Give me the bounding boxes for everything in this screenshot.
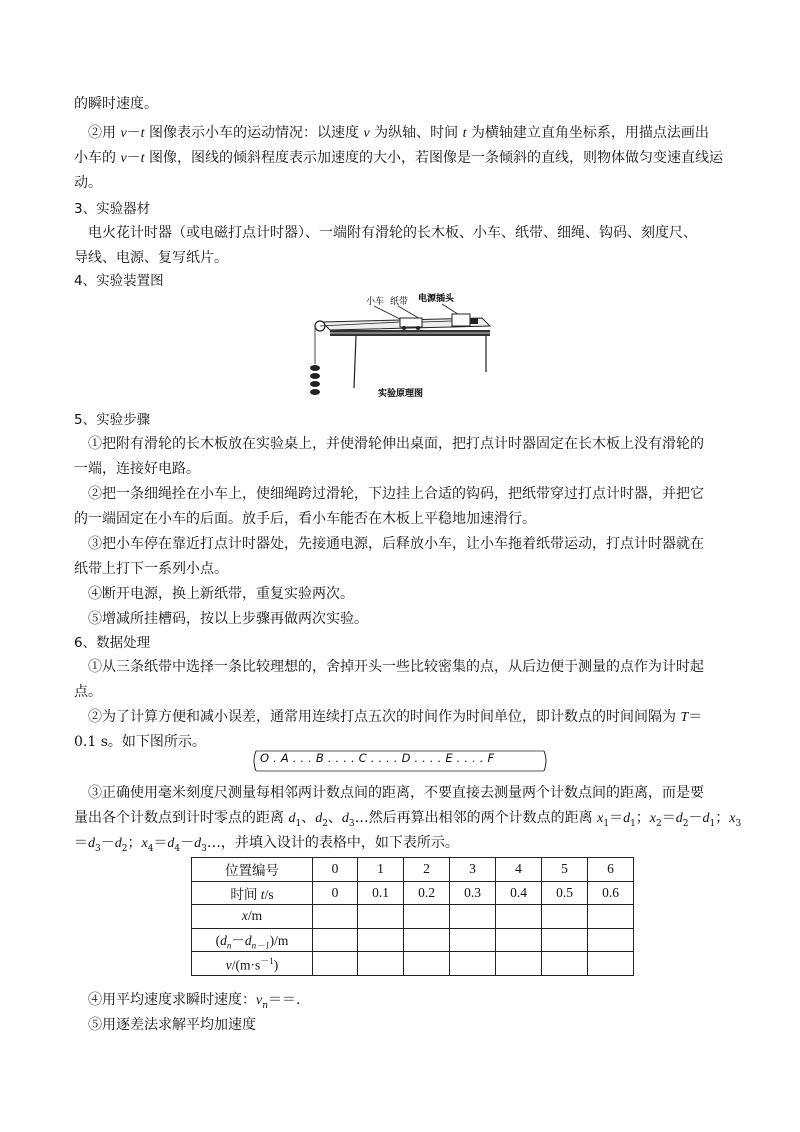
- text-line: 小车的 v－t 图像，图线的倾斜程度表示加速度的大小，若图像是一条倾斜的直线，则物体做匀变速直线运: [74, 150, 724, 166]
- table-cell: 0.1: [358, 881, 404, 905]
- table-cell: 0: [313, 881, 358, 905]
- table-header-cell: $(d_n-d_{n-1})/m$: [192, 928, 313, 952]
- table-cell: 0.6: [588, 881, 634, 905]
- table-row: [192, 928, 634, 952]
- section-heading: 6、数据处理: [74, 635, 151, 651]
- text-line: 电火花计时器（或电磁打点计时器）、一端附有滑轮的长木板、小车、纸带、细绳、钩码、刻度尺、: [88, 225, 697, 241]
- text-line: 的一端固定在小车的后面。放手后，看小车能否在木板上平稳地加速滑行。: [74, 511, 536, 527]
- text-line: ③把小车停在靠近打点计时器处，先接通电源，后释放小车，让小车拖着纸带运动，打点计时器就在: [88, 536, 704, 552]
- table-cell: 4: [496, 858, 542, 882]
- table-cell: [542, 952, 588, 976]
- tape-points: O . A . . . B . . . . C . . . . D . . . . E . . . . F: [260, 751, 495, 765]
- table-row: [192, 905, 634, 929]
- table-header-cell: x/m: [192, 905, 313, 929]
- text-line: ③正确使用毫米刻度尺测量每相邻两计数点间的距离，不要直接去测量两个计数点间的距离，而是要: [88, 785, 704, 801]
- table-cell: 6: [588, 858, 634, 882]
- table-cell: [358, 928, 404, 952]
- table-cell: [542, 905, 588, 929]
- text-line: ⑤用逐差法求解平均加速度: [88, 1017, 256, 1033]
- table-cell: [496, 928, 542, 952]
- table-cell: [450, 928, 496, 952]
- table-cell: 0: [313, 858, 358, 882]
- table-cell: [358, 952, 404, 976]
- text-line: ⑤增减所挂槽码，按以上步骤再做两次实验。: [88, 611, 368, 627]
- table-cell: [588, 928, 634, 952]
- text-line: ①从三条纸带中选择一条比较理想的，舍掉开头一些比较密集的点，从后边便于测量的点作为计时起: [88, 659, 704, 675]
- table-cell: [496, 905, 542, 929]
- table-row: [192, 881, 634, 905]
- text-line: 点。: [74, 684, 102, 700]
- table-cell: 0.3: [450, 881, 496, 905]
- text-line: ①把附有滑轮的长木板放在实验桌上，并使滑轮伸出桌面，把打点计时器固定在长木板上没有滑轮的: [88, 436, 704, 452]
- tape-figure: [252, 747, 548, 775]
- table-cell: 0.5: [542, 881, 588, 905]
- text-line: $=d_3-d_2$；$x_4=d_4-d_3\dots$，并填入设计的表格中，如下表所示。: [74, 835, 459, 854]
- table-cell: [404, 905, 450, 929]
- text-line: ②为了计算方便和减小误差，通常用连续打点五次的时间作为时间单位，即计数点的时间间隔为 T＝: [88, 709, 703, 725]
- figure-caption: 实验原理图: [378, 389, 424, 399]
- table-cell: 2: [404, 858, 450, 882]
- table-cell: 3: [450, 858, 496, 882]
- table-header-cell: 位置编号: [192, 858, 313, 882]
- table-cell: 1: [358, 858, 404, 882]
- table-cell: [358, 905, 404, 929]
- data-table: [191, 857, 634, 976]
- label-plug: 电源插头: [418, 294, 455, 304]
- text-line: ②把一条细绳拴在小车上，使细绳跨过滑轮，下边挂上合适的钩码，把纸带穿过打点计时器，并把它: [88, 486, 704, 502]
- table-cell: [588, 905, 634, 929]
- table-cell: [313, 928, 358, 952]
- table-cell: 5: [542, 858, 588, 882]
- text-line: 量出各个计数点到计时零点的距离 $d_1$、$d_2$、$d_3\dots$然后再算出相邻的两个计数点的距离 $x_1=d_1$；$x_2=d_2-d_1$；$x_3$: [74, 810, 742, 829]
- section-heading: 4、实验装置图: [74, 273, 164, 289]
- table-cell: [542, 928, 588, 952]
- text-line: ④断开电源，换上新纸带，重复实验两次。: [88, 586, 354, 602]
- table-row: [192, 858, 634, 882]
- table-cell: [313, 952, 358, 976]
- apparatus-figure: [302, 292, 494, 402]
- text-line: 0.1 s。如下图所示。: [74, 734, 206, 750]
- table-cell: [496, 952, 542, 976]
- table-header-cell: 时间 t/s: [192, 881, 313, 905]
- section-heading: 3、实验器材: [74, 201, 151, 217]
- table-cell: [588, 952, 634, 976]
- text-line: 一端，连接好电路。: [74, 461, 200, 477]
- text-line: ②用 v－t 图像表示小车的运动情况：以速度 v 为纵轴、时间 t 为横轴建立直角坐标系，用描点法画出: [88, 125, 709, 141]
- table-cell: [450, 952, 496, 976]
- text-line: 导线、电源、复写纸片。: [74, 250, 228, 266]
- section-heading: 5、实验步骤: [74, 412, 151, 428]
- table-cell: [404, 952, 450, 976]
- table-cell: 0.2: [404, 881, 450, 905]
- text-line: 动。: [74, 175, 102, 191]
- label-tape: 纸带: [390, 297, 409, 307]
- table-cell: [313, 905, 358, 929]
- table-cell: [450, 905, 496, 929]
- text-line: 纸带上打下一系列小点。: [74, 561, 228, 577]
- table-row: [192, 952, 634, 976]
- text-line: 的瞬时速度。: [74, 96, 158, 112]
- table-cell: 0.4: [496, 881, 542, 905]
- table-cell: [404, 928, 450, 952]
- text-line: ④用平均速度求瞬时速度：$v_n==$.: [88, 992, 301, 1011]
- apparatus-diagram: [302, 292, 494, 402]
- label-car: 小车: [366, 297, 385, 307]
- table-header-cell: $v/(m\cdot s^{-1})$: [192, 952, 313, 976]
